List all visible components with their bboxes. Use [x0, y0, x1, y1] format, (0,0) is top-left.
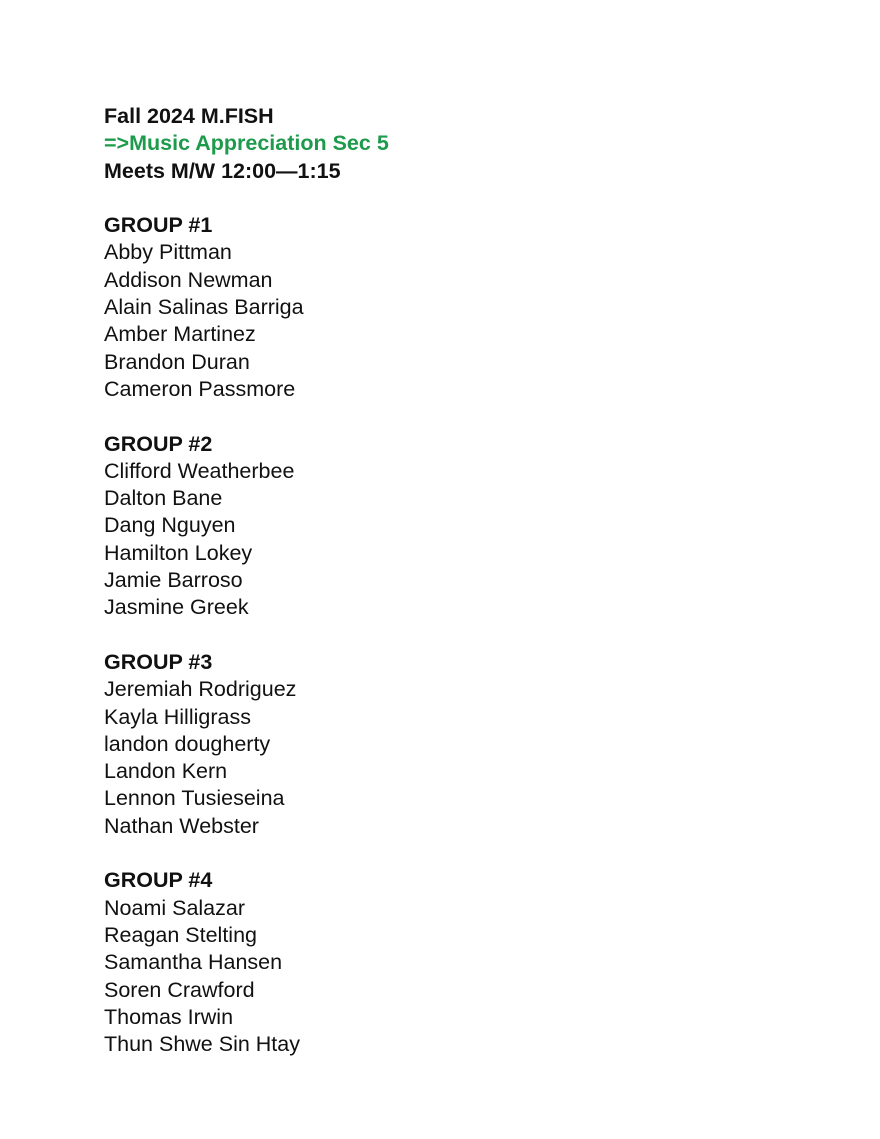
- group-member-list: [104, 895, 804, 1059]
- group-section-1: [104, 212, 804, 403]
- group-member: Cameron Passmore: [104, 376, 296, 401]
- group-member: Hamilton Lokey: [104, 540, 253, 565]
- group-title: GROUP #4: [104, 868, 213, 893]
- group-member: Soren Crawford: [104, 977, 255, 1002]
- group-member: Abby Pittman: [104, 240, 232, 265]
- group-member: Jamie Barroso: [104, 568, 243, 593]
- group-member: Clifford Weatherbee: [104, 458, 295, 483]
- group-member-list: [104, 239, 804, 403]
- group-member: Jasmine Greek: [104, 595, 249, 620]
- group-member: Jeremiah Rodriguez: [104, 677, 297, 702]
- group-member: Brandon Duran: [104, 349, 250, 374]
- document-page: [104, 103, 804, 1058]
- group-member: Reagan Stelting: [104, 922, 257, 947]
- group-member-list: [104, 458, 804, 622]
- group-section-3: [104, 649, 804, 840]
- document-header: [104, 103, 804, 185]
- group-section-2: [104, 431, 804, 622]
- group-title: GROUP #1: [104, 213, 213, 238]
- group-member: Lennon Tusieseina: [104, 786, 285, 811]
- group-member: Noami Salazar: [104, 895, 245, 920]
- group-title: GROUP #3: [104, 649, 213, 674]
- group-member-list: [104, 676, 804, 840]
- group-member: Alain Salinas Barriga: [104, 295, 304, 320]
- term-instructor-line: Fall 2024 M.FISH: [104, 104, 274, 128]
- group-member: Thun Shwe Sin Htay: [104, 1032, 300, 1057]
- course-title-line: =>Music Appreciation Sec 5: [104, 131, 389, 156]
- meeting-time-line: Meets M/W 12:00—1:15: [104, 158, 341, 183]
- group-title: GROUP #2: [104, 431, 213, 456]
- group-member: landon dougherty: [104, 731, 271, 756]
- group-member: Samantha Hansen: [104, 950, 283, 975]
- group-member: Thomas Irwin: [104, 1004, 234, 1029]
- group-member: Kayla Hilligrass: [104, 704, 251, 729]
- group-member: Nathan Webster: [104, 813, 259, 838]
- group-member: Dang Nguyen: [104, 513, 236, 538]
- group-section-4: [104, 867, 804, 1058]
- group-member: Amber Martinez: [104, 322, 256, 347]
- group-member: Dalton Bane: [104, 486, 223, 511]
- group-member: Landon Kern: [104, 759, 228, 784]
- group-member: Addison Newman: [104, 267, 273, 292]
